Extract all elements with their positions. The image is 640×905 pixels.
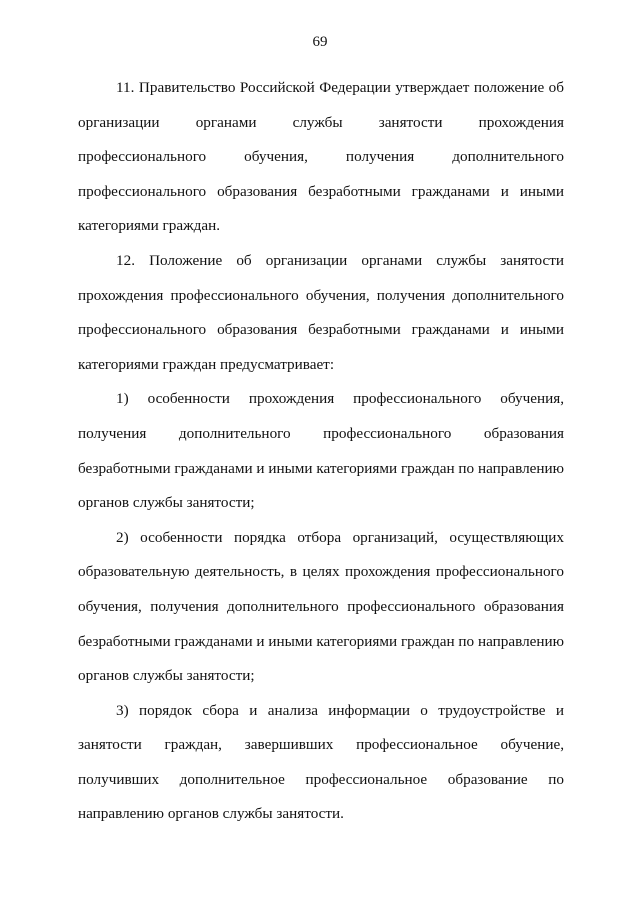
document-body xyxy=(78,71,564,832)
page-number: 69 xyxy=(312,34,328,50)
list-item-3: 3) порядок сбора и анализа информации о трудоустройстве и занятости граждан, завершивших профессиональное обучение, получивших дополнительное профессиональное образование по направлению органов службы занятости. xyxy=(78,701,564,823)
paragraph-12: 12. Положение об организации органами службы занятости прохождения профессионального обучения, получения дополнительного профессионального образования безработными гражданами и иными категориями граждан предусматривает: xyxy=(78,251,564,373)
list-item-1: 1) особенности прохождения профессионального обучения, получения дополнительного профессионального образования безработными гражданами и иными категориями граждан по направлению органов службы занятости; xyxy=(78,390,564,512)
paragraph-11: 11. Правительство Российской Федерации утверждает положение об организации органами службы занятости прохождения профессионального обучения, получения дополнительного профессионального образования безработными гражданами и иными категориями граждан. xyxy=(78,79,564,235)
list-item-2: 2) особенности порядка отбора организаций, осуществляющих образовательную деятельность, в целях прохождения профессионального обучения, получения дополнительного профессионального образования безработными гражданами и иными категориями граждан по направлению органов службы занятости; xyxy=(78,528,564,685)
